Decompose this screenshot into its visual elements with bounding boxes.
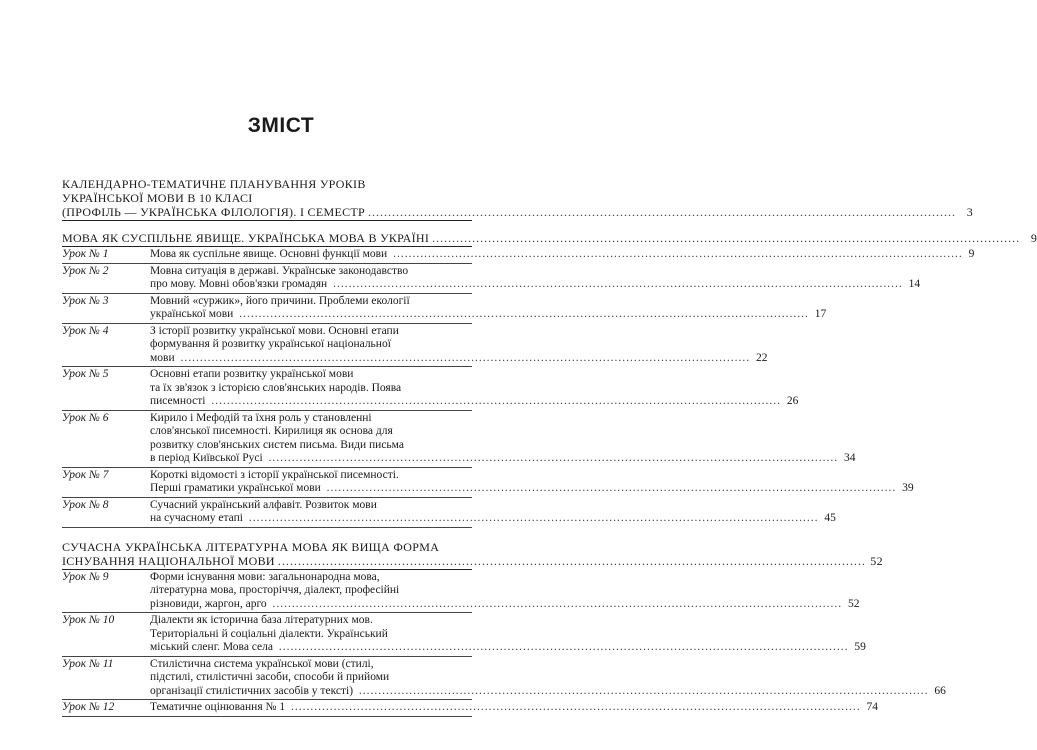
lesson-line-text: різновиди, жаргон, арго xyxy=(150,597,267,610)
lesson-title xyxy=(150,658,946,699)
dot-leader xyxy=(432,231,1020,245)
page-number: 52 xyxy=(848,597,860,610)
lesson-title xyxy=(150,325,768,366)
toc-lesson-entry[interactable] xyxy=(62,570,860,614)
heading-line: КАЛЕНДАРНО-ТЕМАТИЧНЕ ПЛАНУВАННЯ УРОКІВ xyxy=(62,177,366,191)
toc-lesson-entry[interactable] xyxy=(62,411,856,468)
toc-lesson-entry[interactable] xyxy=(62,264,921,294)
page-number: 74 xyxy=(866,701,878,713)
lesson-line: Територіальні й соціальні діалекти. Український xyxy=(150,627,388,640)
page-number: 45 xyxy=(824,512,836,524)
lesson-line-last xyxy=(150,685,946,699)
page-number: 17 xyxy=(814,308,827,320)
lesson-line-text: Тематичне оцінювання № 1 xyxy=(150,701,286,713)
lesson-label: Урок № 8 xyxy=(62,498,109,511)
dot-leader xyxy=(273,598,843,610)
lesson-line-last xyxy=(150,395,798,409)
lesson-line: Короткі відомості з історії української писемності. xyxy=(150,468,399,481)
lesson-title xyxy=(150,248,974,262)
heading-line: УКРАЇНСЬКОЇ МОВИ В 10 КЛАСІ xyxy=(62,191,253,205)
lesson-line-last xyxy=(150,482,914,496)
lesson-label: Урок № 12 xyxy=(62,701,115,713)
lesson-title xyxy=(150,265,920,292)
page-number: 52 xyxy=(870,553,883,568)
dot-leader xyxy=(181,352,751,364)
dot-leader xyxy=(291,701,861,713)
dot-leader xyxy=(327,482,897,494)
lesson-line-last xyxy=(150,641,866,655)
toc-section-heading[interactable] xyxy=(62,177,973,221)
lesson-line-last xyxy=(150,308,826,322)
page-number: 34 xyxy=(844,452,856,464)
dot-leader xyxy=(269,452,839,464)
lesson-label: Урок № 9 xyxy=(62,570,109,583)
dot-leader xyxy=(249,512,819,524)
lesson-title xyxy=(150,412,856,466)
lesson-line: підстилі, стилістичні засоби, способи й прийоми xyxy=(150,671,390,683)
toc-section-heading[interactable] xyxy=(62,231,1037,247)
toc-lesson-entry[interactable] xyxy=(62,498,836,528)
toc-lesson-entry[interactable] xyxy=(62,324,768,368)
lesson-title xyxy=(150,469,914,496)
page-number: 59 xyxy=(854,641,866,653)
lesson-title xyxy=(150,368,798,409)
lesson-line-text: на сучасному етапі xyxy=(150,512,243,524)
lesson-line-text: Мова як суспільне явище. Основні функції мови xyxy=(150,248,388,260)
lesson-line-text: української мови xyxy=(150,308,234,320)
lesson-line-last xyxy=(150,352,768,366)
dot-leader xyxy=(211,395,781,407)
lesson-line: Мовна ситуація в державі. Українське законодавство xyxy=(150,264,409,277)
lesson-label: Урок № 4 xyxy=(62,324,109,337)
lesson-line: З історії розвитку української мови. Основні етапи xyxy=(150,324,399,337)
lesson-line: Кирило і Мефодій та їхня роль у становленні xyxy=(150,411,372,424)
lesson-line: формування й розвитку української національної xyxy=(150,338,391,350)
lesson-title xyxy=(150,701,878,715)
lesson-title xyxy=(150,614,866,655)
lesson-line-text: міський сленг. Мова села xyxy=(150,641,274,653)
table-of-contents xyxy=(62,177,1037,717)
dot-leader xyxy=(333,278,903,290)
lesson-title xyxy=(150,295,826,322)
toc-lesson-entry[interactable] xyxy=(62,700,878,717)
page-number: 26 xyxy=(786,395,799,407)
toc-lesson-entry[interactable] xyxy=(62,657,946,701)
lesson-title xyxy=(150,571,860,612)
lesson-label: Урок № 5 xyxy=(62,368,109,380)
dot-leader xyxy=(393,248,963,260)
page-number: 3 xyxy=(966,205,973,219)
lesson-line-last xyxy=(150,701,878,715)
lesson-line-last xyxy=(150,452,856,466)
dot-leader xyxy=(368,205,956,219)
lesson-label: Урок № 1 xyxy=(62,248,109,260)
heading-line-last xyxy=(62,553,883,568)
lesson-line: Стилістична система української мови (стилі, xyxy=(150,657,374,670)
lesson-line: Форми існування мови: загальнонародна мова, xyxy=(150,570,380,583)
lesson-line-text: писемності xyxy=(150,395,206,407)
lesson-line: Сучасний український алфавіт. Розвиток мови xyxy=(150,498,377,511)
lesson-line-text: Перші граматики української мови xyxy=(150,482,321,494)
page-number: 9 xyxy=(1030,231,1037,245)
heading-line-last xyxy=(62,205,973,219)
heading-line-text: ІСНУВАННЯ НАЦІОНАЛЬНОЇ МОВИ xyxy=(62,553,275,568)
heading-line-text: (ПРОФІЛЬ — УКРАЇНСЬКА ФІЛОЛОГІЯ). І СЕМЕСТР xyxy=(62,205,365,219)
toc-lesson-entry[interactable] xyxy=(62,367,799,411)
page-number: 9 xyxy=(968,248,975,260)
lesson-line: розвитку слов'янських систем письма. Види письма xyxy=(150,438,404,451)
lesson-line: та їх зв'язок з історією слов'янських народів. Поява xyxy=(150,381,402,394)
page-number: 22 xyxy=(756,351,768,364)
toc-lesson-entry[interactable] xyxy=(62,468,914,498)
toc-lesson-entry[interactable] xyxy=(62,294,827,324)
page-number: 14 xyxy=(908,278,921,290)
toc-section-heading[interactable] xyxy=(62,539,883,570)
lesson-line: літературна мова, просторіччя, діалект, професійні xyxy=(150,584,400,596)
page-number: 66 xyxy=(934,684,946,697)
toc-lesson-entry[interactable] xyxy=(62,247,975,264)
lesson-line-last xyxy=(150,598,860,612)
lesson-label: Урок № 3 xyxy=(62,294,109,307)
heading-line-last xyxy=(62,231,1037,245)
heading-line-text: МОВА ЯК СУСПІЛЬНЕ ЯВИЩЕ. УКРАЇНСЬКА МОВА В УКРАЇНІ xyxy=(62,231,430,245)
lesson-label: Урок № 10 xyxy=(62,614,115,626)
lesson-line-last xyxy=(150,248,974,262)
lesson-line: Основні етапи розвитку української мови xyxy=(150,368,354,380)
dot-leader xyxy=(278,554,866,568)
lesson-line-text: в період Київської Русі xyxy=(150,452,263,464)
page-title: ЗМІСТ xyxy=(247,114,315,137)
lesson-line-last xyxy=(150,512,836,526)
lesson-line-last xyxy=(150,278,920,292)
dot-leader xyxy=(279,641,849,653)
lesson-line-text: про мову. Мовні обов'язки громадян xyxy=(150,278,328,290)
lesson-line: Діалекти як історична база літературних мов. xyxy=(150,614,373,626)
page-number: 39 xyxy=(902,482,914,494)
lesson-line: слов'янської писемності. Кирилиця як основа для xyxy=(150,425,393,437)
lesson-label: Урок № 2 xyxy=(62,264,109,277)
heading-line: СУЧАСНА УКРАЇНСЬКА ЛІТЕРАТУРНА МОВА ЯК ВИЩА ФОРМА xyxy=(62,539,440,554)
toc-lesson-entry[interactable] xyxy=(62,613,866,657)
lesson-line-text: організації стилістичних засобів у тексті) xyxy=(150,684,354,697)
lesson-line: Мовний «суржик», його причини. Проблеми екології xyxy=(150,294,410,307)
lesson-label: Урок № 6 xyxy=(62,411,109,424)
dot-leader xyxy=(359,685,929,697)
lesson-label: Урок № 11 xyxy=(62,657,114,670)
lesson-label: Урок № 7 xyxy=(62,468,109,481)
lesson-line-text: мови xyxy=(150,351,175,364)
dot-leader xyxy=(239,308,809,320)
lesson-title xyxy=(150,499,836,526)
